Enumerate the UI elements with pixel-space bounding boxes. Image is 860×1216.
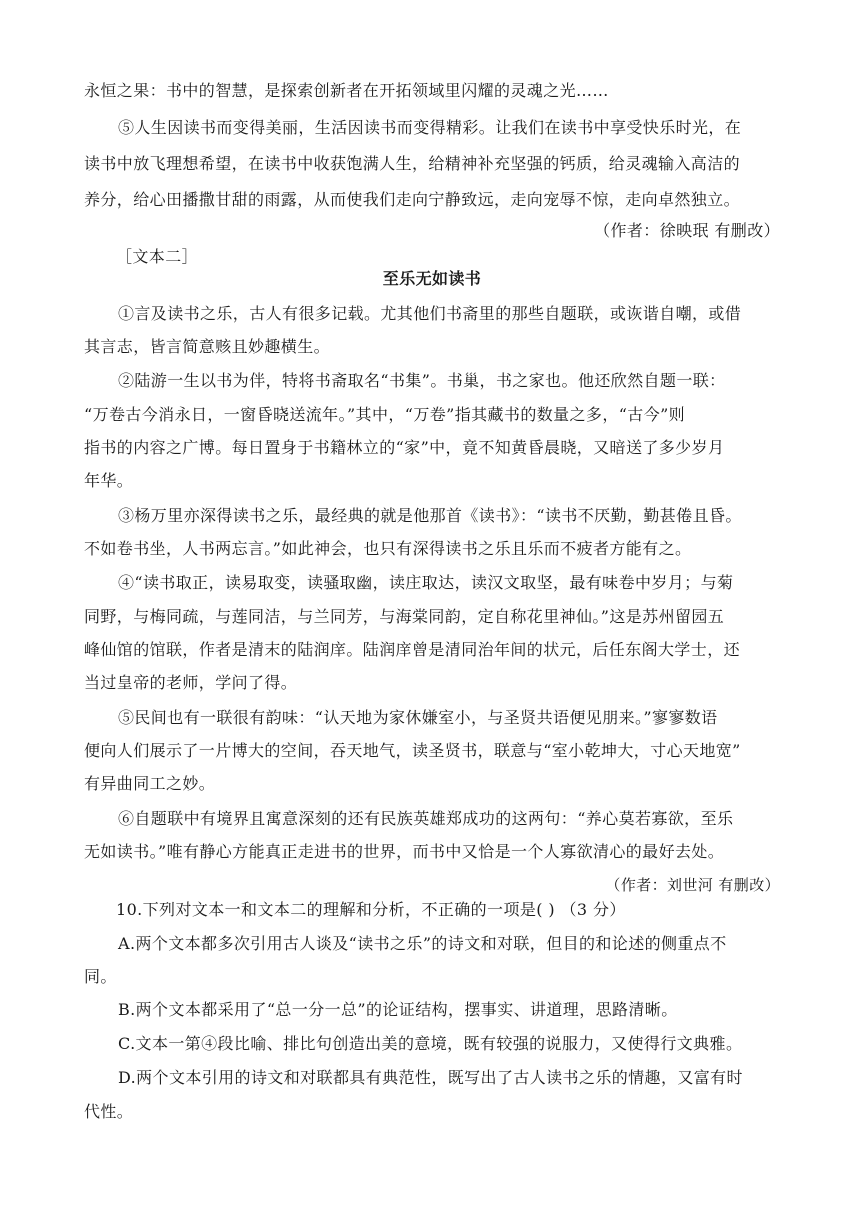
option-a-line: A.两个文本都多次引用古人谈及“读书之乐”的诗文和对联，但目的和论述的侧重点不 (118, 934, 727, 953)
text1-p5-line: ⑤人生因读书而变得美丽，生活因读书而变得精彩。让我们在读书中享受快乐时光，在 (118, 118, 742, 137)
option-c: C.文本一第④段比喻、排比句创造出美的意境，既有较强的说服力，又使得行文典雅。 (118, 1034, 743, 1053)
text2-p3-line: 不如卷书坐，人书两忘言。”如此神会，也只有深得读书之乐且乐而不疲者方能有之。 (84, 539, 692, 558)
text1-author: （作者：徐映珉 有删改） (594, 221, 780, 240)
text2-p4-line: 同野，与梅同疏，与莲同洁，与兰同芳，与海棠同韵，定自称花里神仙。”这是苏州留园五 (84, 607, 725, 626)
text2-p5-line: 有异曲同工之妙。 (84, 774, 216, 793)
text2-author: （作者：刘世河 有删改） (605, 876, 780, 894)
text1-p5-line: 养分，给心田播撒甘甜的雨露，从而使我们走向宁静致远，走向宠辱不惊，走向卓然独立。 (84, 190, 741, 209)
text2-p4-line: ④“读书取正，读易取变，读骚取幽，读庄取达，读汉文取坚，最有味卷中岁月；与菊 (118, 573, 734, 592)
text2-p1-line: ①言及读书之乐，古人有很多记载。尤其他们书斋里的那些自题联，或诙谐自嘲，或借 (118, 304, 742, 323)
option-d-line: D.两个文本引用的诗文和对联都具有典范性，既写出了古人读书之乐的情趣，又富有时 (118, 1068, 743, 1087)
text2-p2-line: 指书的内容之广博。每日置身于书籍林立的“家”中，竟不知黄昏晨晓，又暗送了多少岁月 (84, 438, 725, 457)
option-d-line: 代性。 (84, 1102, 134, 1121)
text2-p2-line: “万卷古今消永日，一窗昏晓送流年。”其中，“万卷”指其藏书的数量之多，“古今”则 (84, 405, 686, 424)
option-b: B.两个文本都采用了“总一分一总”的论证结构，摆事实、讲道理，思路清晰。 (118, 1000, 678, 1019)
text2-p4-line: 峰仙馆的馆联，作者是清末的陆润庠。陆润庠曾是清同治年间的状元，后任东阁大学士，还 (84, 640, 741, 659)
text2-p4-line: 当过皇帝的老师，学问了得。 (84, 673, 298, 692)
text2-p1-line: 其言志，皆言简意赅且妙趣横生。 (84, 337, 331, 356)
text2-p6-line: ⑥自题联中有境界且寓意深刻的还有民族英雄郑成功的这两句：“养心莫若寡欲，至乐 (118, 809, 734, 828)
text2-label: ［文本二］ (116, 247, 199, 266)
text2-p6-line: 无如读书。”唯有静心方能真正走进书的世界，而书中又恰是一个人寡欲清心的最好去处。 (84, 842, 725, 861)
text2-p5-line: ⑤民间也有一联很有韵味：“认天地为家休嫌室小，与圣贤共语便见朋来。”寥寥数语 (118, 708, 718, 727)
text2-p5-line: 便向人们展示了一片博大的空间，吞天地气，读圣贤书，联意与“室小乾坤大，寸心天地宽” (84, 741, 741, 760)
option-a-line: 同。 (84, 967, 117, 986)
text2-p3-line: ③杨万里亦深得读书之乐，最经典的就是他那首《读书》：“读书不厌勤，勤甚倦且昏。 (118, 506, 742, 525)
question-stem: 10.下列对文本一和文本二的理解和分析，不正确的一项是( ) （3 分） (116, 900, 626, 919)
text1-p5-line: 读书中放飞理想希望，在读书中收获饱满人生，给精神补充坚强的钙质，给灵魂输入高洁的 (84, 154, 741, 173)
text2-p2-line: ②陆游一生以书为伴，特将书斋取名“书集”。书巢，书之家也。他还欣然自题一联： (118, 371, 726, 390)
text2-p2-line: 年华。 (84, 471, 134, 490)
text2-title: 至乐无如读书 (382, 269, 482, 288)
text1-p4-tail: 永恒之果：书中的智慧，是探索创新者在开拓领域里闪耀的灵魂之光…… (84, 81, 609, 100)
